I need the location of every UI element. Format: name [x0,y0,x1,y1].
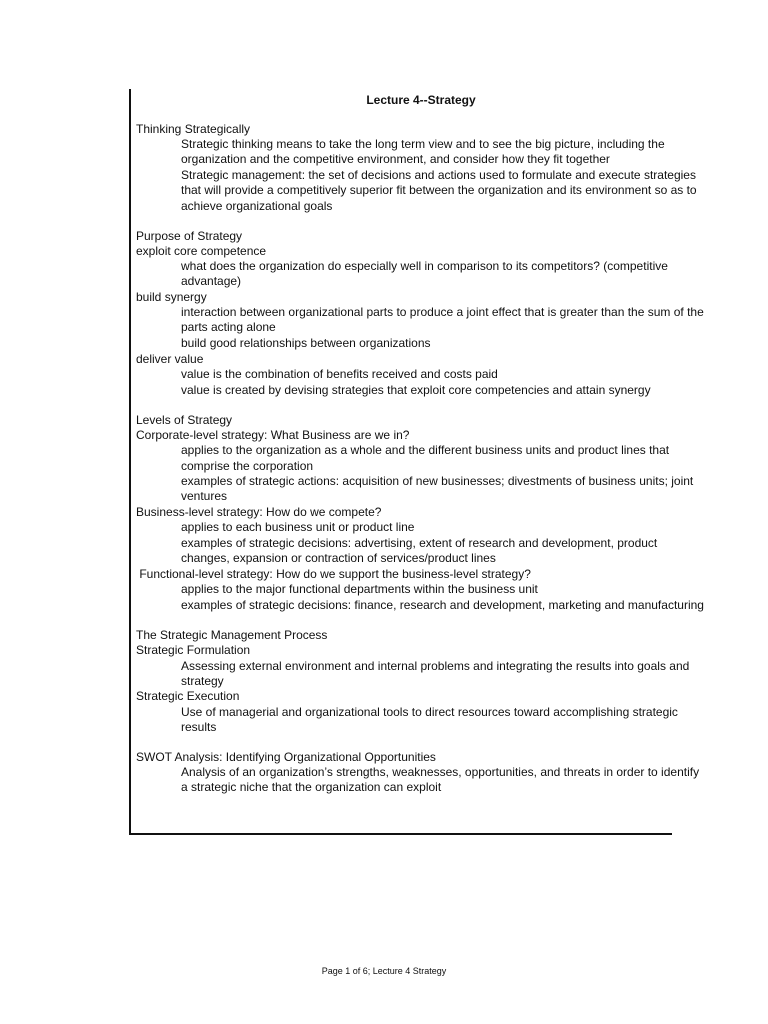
indented-item: interaction between organizational parts to produce a joint effect that is greater than the sum of the parts acting alone [181,305,704,335]
indented-item: Use of managerial and organizational tools to direct resources toward accomplishing strategic results [181,704,678,734]
indented-item: value is the combination of benefits received and costs paid [181,367,498,382]
section-heading: The Strategic Management Process [136,628,328,643]
subheading: Strategic Execution [136,689,240,704]
indented-item: examples of strategic actions: acquisition of new businesses; divestments of business units; joint ventures [181,474,694,504]
section-levels-of-strategy [136,413,706,613]
subheading: Business-level strategy: How do we compete? [136,505,382,520]
section-heading: Levels of Strategy [136,412,233,427]
indented-item: Strategic thinking means to take the long term view and to see the big picture, including the organization and the competitive environment, and consider how they fit together [181,137,665,167]
section-strategic-management-process [136,628,706,735]
section-thinking-strategically [136,122,706,214]
subheading: exploit core competence [136,243,267,258]
subheading: build synergy [136,290,207,305]
section-heading: Purpose of Strategy [136,228,243,243]
section-swot-analysis [136,750,706,796]
indented-item: Strategic management: the set of decisions and actions used to formulate and execute strategies that will provide a competitively superior fit between the organization and its environment so as to achieve organizational goals [181,168,697,213]
indented-item: applies to each business unit or product line [181,520,415,535]
section-heading: Thinking Strategically [136,122,251,136]
subheading: Corporate-level strategy: What Business are we in? [136,428,410,443]
indented-item: build good relationships between organizations [181,336,431,351]
indented-item: applies to the major functional departments within the business unit [181,582,538,597]
subheading: deliver value [136,351,204,366]
left-margin-rule [129,89,131,835]
indented-item: examples of strategic decisions: finance, research and development, marketing and manufacturing [181,597,704,612]
subheading: Strategic Formulation [136,643,251,658]
indented-item: Analysis of an organization’s strengths, weaknesses, opportunities, and threats in order to identify a strategic niche that the organization can exploit [181,765,700,795]
indented-item: examples of strategic decisions: advertising, extent of research and development, product changes, expansion or contraction of services/product lines [181,536,658,566]
section-purpose-of-strategy [136,229,706,398]
indented-item: what does the organization do especially well in comparison to its competitors? (competitive advantage) [181,259,668,289]
indented-item: applies to the organization as a whole and the different business units and product lines that comprise the corporation [181,443,670,473]
indented-item: value is created by devising strategies that exploit core competencies and attain synergy [181,382,651,397]
page-footer: Page 1 of 6; Lecture 4 Strategy [321,966,447,976]
subheading: Functional-level strategy: How do we support the business-level strategy? [136,566,531,581]
document-body [136,122,706,811]
bottom-margin-rule [129,833,672,835]
indented-item: Assessing external environment and internal problems and integrating the results into goals and strategy [181,658,690,688]
page-title: Lecture 4--Strategy [366,93,476,107]
section-heading: SWOT Analysis: Identifying Organizational Opportunities [136,750,436,765]
